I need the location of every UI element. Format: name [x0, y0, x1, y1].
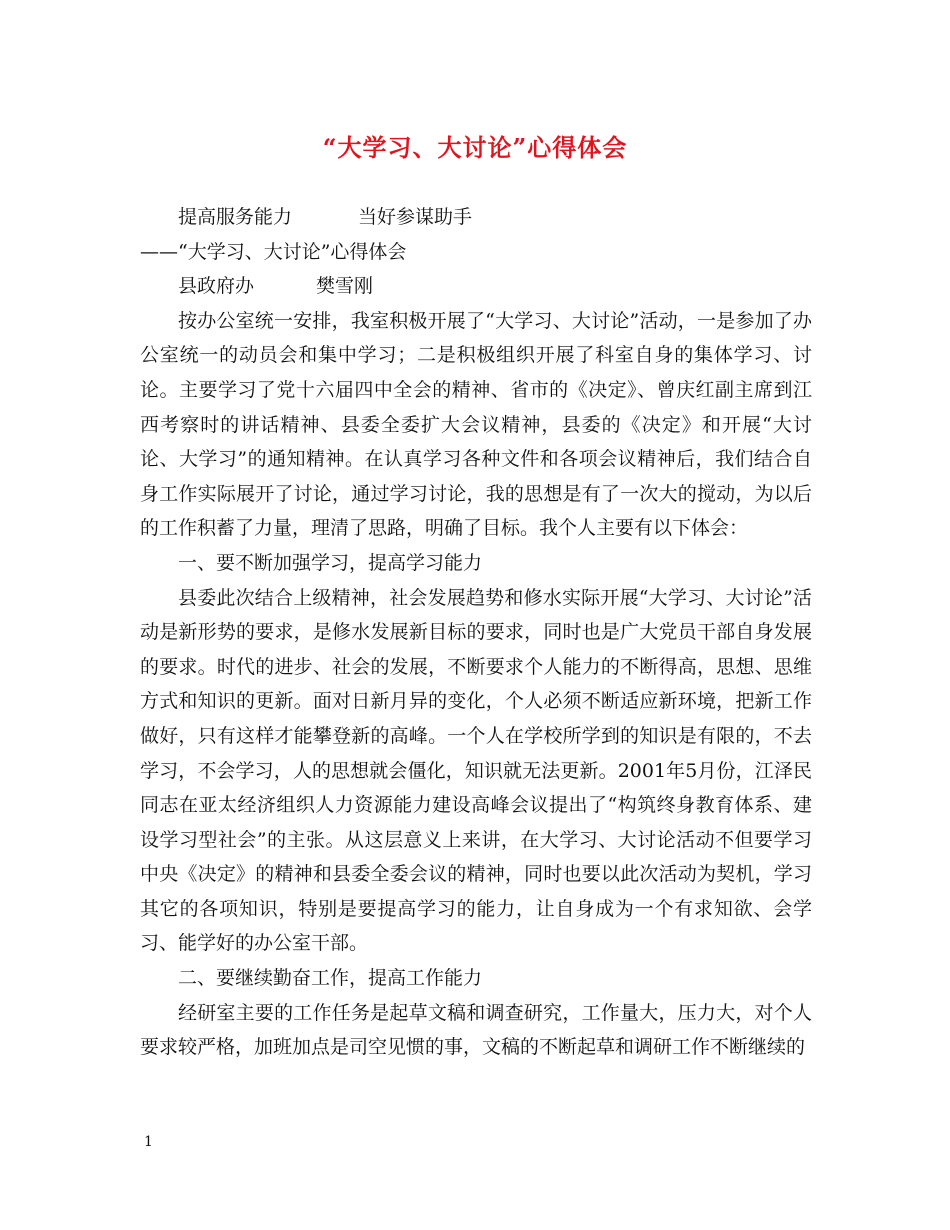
author-name: 樊雪刚: [316, 275, 374, 298]
author-org: 县政府办: [178, 275, 255, 298]
subtitle-part-1: 提高服务能力: [178, 206, 293, 228]
paragraph-section-2: 经研室主要的工作任务是起草文稿和调查研究，工作量大，压力大，对个人要求较严格，加班加点是司空见惯的事，文稿的不断起草和调研工作不断继续的: [140, 1001, 812, 1059]
author-line: [140, 269, 812, 304]
page-number: 1: [144, 1134, 153, 1150]
document-title: “大学习、大讨论”心得体会: [322, 133, 628, 162]
document-body: [140, 200, 812, 1065]
section-heading-1: 一、要不断加强学习，提高学习能力: [178, 551, 483, 574]
paragraph-intro: 按办公室统一安排，我室积极开展了“大学习、大讨论”活动，一是参加了办公室统一的动员会和集中学习；二是积极组织开展了科室自身的集体学习、讨论。主要学习了党十六届四中全会的精神、省市的《决定》、曾庆红副主席到江西考察时的讲话精神、县委全委扩大会议精神，县委的《决定》和开展“大讨论、大学习”的通知精神。在认真学习各种文件和各项会议精神后，我们结合自身工作实际展开了讨论，通过学习讨论，我的思想是有了一次大的搅动，为以后的工作积蓄了力量，理清了思路，明确了目标。我个人主要有以下体会：: [140, 309, 812, 540]
subtitle-part-2: 当好参谋助手: [358, 206, 473, 228]
subtitle-line: [140, 200, 812, 235]
subtitle-line-2: ——“大学习、大讨论”心得体会: [140, 240, 407, 263]
paragraph-section-1: 县委此次结合上级精神，社会发展趋势和修水实际开展“大学习、大讨论”活动是新形势的要求，是修水发展新目标的要求，同时也是广大党员干部自身发展的要求。时代的进步、社会的发展，不断要求个人能力的不断得高，思想、思维方式和知识的更新。面对日新月异的变化，个人必须不断适应新环境，把新工作做好，只有这样才能攀登新的高峰。一个人在学校所学到的知识是有限的，不去学习，不会学习，人的思想就会僵化，知识就无法更新。2001年5月份，江泽民同志在亚太经济组织人力资源能力建设高峰会议提出了“构筑终身教育体系、建设学习型社会”的主张。从这层意义上来讲，在大学习、大讨论活动不但要学习中央《决定》的精神和县委全委会议的精神，同时也要以此次活动为契机，学习其它的各项知识，特别是要提高学习的能力，让自身成为一个有求知欲、会学习、能学好的办公室干部。: [140, 586, 812, 955]
section-heading-2: 二、要继续勤奋工作，提高工作能力: [178, 967, 483, 990]
